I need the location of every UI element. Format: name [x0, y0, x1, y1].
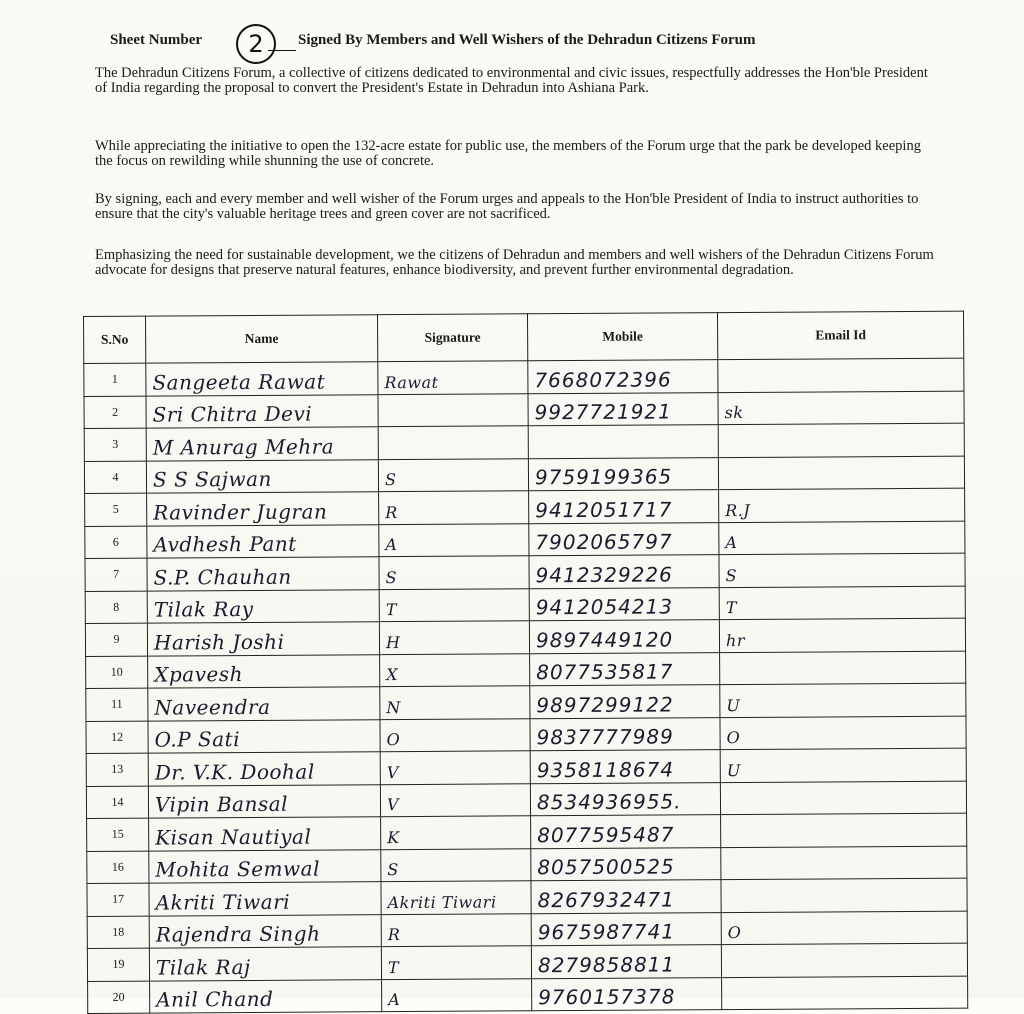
row-sno: 12	[86, 721, 148, 754]
row-mobile: 9412054213	[535, 594, 674, 620]
row-mobile-cell	[528, 360, 718, 394]
row-signature-cell	[378, 426, 528, 459]
row-sno: 3	[84, 428, 146, 461]
row-sno: 9	[85, 623, 147, 656]
col-name-header: Name	[146, 315, 378, 363]
row-email-cell	[719, 586, 965, 620]
row-mobile-cell	[530, 685, 720, 719]
row-email-cell	[720, 781, 966, 815]
row-signature: T	[385, 600, 398, 620]
row-mobile: 7668072396	[534, 366, 672, 392]
row-mobile-cell	[531, 912, 721, 946]
table-row	[87, 911, 967, 949]
table-row	[85, 488, 965, 526]
row-signature: K	[387, 827, 400, 847]
row-mobile-cell	[530, 750, 720, 784]
row-mobile: 9760157378	[538, 984, 676, 1010]
row-sno: 11	[86, 688, 148, 721]
row-email: T	[725, 598, 738, 618]
table-row	[86, 716, 966, 754]
row-email-cell	[721, 943, 967, 977]
row-name: Dr. V.K. Doohal	[154, 759, 315, 785]
row-mobile: 9897299122	[536, 691, 674, 717]
row-name: Anil Chand	[156, 986, 274, 1012]
row-signature-cell	[381, 946, 531, 979]
sheet-number-label: Sheet Number	[110, 32, 203, 48]
row-signature: N	[386, 697, 401, 717]
appeal-paragraph: By signing, each and every member and well wisher of the Forum urges and appeals to the Hon'ble President of India to instruct authorities to ensure that the city's valuable heritage trees and green cover are not sacrificed.	[95, 191, 919, 222]
row-name: Avdhesh Pant	[153, 531, 297, 557]
row-mobile-cell	[532, 977, 722, 1011]
sheet-title: Signed By Members and Well Wishers of the Dehradun Citizens Forum	[298, 32, 756, 48]
row-mobile-cell	[531, 847, 721, 881]
row-name-cell	[148, 719, 380, 753]
row-email: U	[726, 695, 741, 715]
row-sno: 13	[86, 753, 148, 786]
row-email-cell	[719, 488, 965, 522]
table-row	[86, 748, 966, 786]
row-signature: Akriti Tiwari	[387, 891, 497, 912]
row-name-cell	[149, 947, 381, 981]
row-signature-cell	[379, 621, 529, 654]
row-signature: S	[384, 470, 397, 490]
row-name: Tilak Ray	[153, 596, 254, 622]
row-name-cell	[146, 427, 378, 461]
row-sno: 17	[87, 883, 149, 916]
row-email: hr	[725, 630, 746, 650]
row-mobile: 9412329226	[535, 561, 673, 587]
row-mobile: 8279858811	[537, 951, 676, 977]
row-mobile-cell	[528, 425, 718, 459]
row-email-cell	[718, 456, 964, 490]
row-sno: 16	[87, 851, 149, 884]
row-mobile-cell	[528, 392, 718, 426]
col-email-header: Email Id	[717, 311, 963, 360]
row-email: R.J	[725, 500, 751, 520]
table-row	[85, 586, 965, 624]
row-email-cell	[719, 553, 965, 587]
sheet-header	[108, 24, 928, 58]
row-name-cell	[146, 459, 378, 493]
row-name: Naveendra	[154, 694, 271, 720]
row-sno: 1	[84, 363, 146, 396]
row-signature-cell	[378, 458, 528, 491]
row-name-cell	[148, 784, 380, 818]
row-email-cell	[718, 358, 964, 392]
row-email: sk	[724, 402, 744, 423]
row-sno: 18	[87, 916, 149, 949]
row-email-cell	[718, 423, 964, 457]
row-email-cell	[720, 716, 966, 750]
row-signature-cell	[378, 361, 528, 394]
row-mobile-cell	[531, 815, 721, 849]
row-mobile: 8077595487	[537, 821, 675, 847]
col-signature-header: Signature	[377, 314, 527, 362]
row-mobile: 9412051717	[535, 496, 673, 522]
row-signature: Rawat	[384, 372, 439, 392]
row-signature-cell	[379, 556, 529, 589]
row-name: Ravinder Jugran	[153, 499, 328, 525]
row-email-cell	[722, 976, 968, 1010]
row-name-cell	[149, 817, 381, 851]
row-mobile: 8077535817	[536, 659, 674, 685]
row-name-cell	[147, 492, 379, 526]
row-mobile: 9675987741	[537, 919, 676, 945]
row-sno: 20	[88, 981, 150, 1014]
row-signature-cell	[380, 751, 530, 784]
table-row	[88, 976, 968, 1014]
row-signature: O	[386, 730, 401, 750]
row-mobile: 8057500525	[537, 854, 675, 880]
row-name-cell	[149, 849, 381, 883]
row-name-cell	[147, 589, 379, 623]
row-email-cell	[721, 878, 967, 912]
row-mobile-cell	[529, 587, 719, 621]
row-name: O.P Sati	[154, 727, 241, 752]
row-email-cell	[718, 391, 964, 425]
row-name-cell	[146, 362, 378, 396]
row-mobile: 9759199365	[534, 464, 673, 490]
row-mobile-cell	[529, 522, 719, 556]
row-email-cell	[719, 618, 965, 652]
row-email-cell	[721, 846, 967, 880]
table-row	[86, 781, 966, 819]
row-signature: T	[387, 957, 400, 977]
row-mobile: 7902065797	[535, 529, 673, 555]
row-email-cell	[720, 651, 966, 685]
row-email-cell	[721, 813, 967, 847]
row-sno: 4	[84, 461, 146, 494]
table-row	[84, 358, 964, 396]
row-name-cell	[149, 914, 381, 948]
row-signature-cell	[378, 393, 528, 426]
row-signature-cell	[379, 491, 529, 524]
row-name: Sangeeta Rawat	[152, 369, 326, 395]
row-name-cell	[148, 654, 380, 688]
sheet-number-underline	[268, 50, 296, 51]
row-signature-cell	[381, 816, 531, 849]
row-mobile-cell	[529, 555, 719, 589]
table-row	[86, 651, 966, 689]
appreciation-paragraph: While appreciating the initiative to open the 132-acre estate for public use, the members of the Forum urge that the park be developed keeping the focus on rewilding while shunning the use of concrete.	[95, 138, 921, 169]
row-sno: 7	[85, 558, 147, 591]
row-signature-cell	[381, 881, 531, 914]
row-email: U	[726, 760, 741, 780]
row-name-cell	[150, 979, 382, 1013]
row-signature-cell	[380, 653, 530, 686]
row-signature-cell	[380, 718, 530, 751]
col-sno-header: S.No	[84, 316, 146, 363]
row-sno: 5	[85, 493, 147, 526]
row-name: Xpavesh	[154, 662, 244, 687]
row-name: S.P. Chauhan	[153, 564, 292, 590]
row-name-cell	[148, 752, 380, 786]
row-name-cell	[147, 622, 379, 656]
row-sno: 14	[86, 786, 148, 819]
row-sno: 15	[87, 818, 149, 851]
table-row	[85, 521, 965, 559]
row-signature: A	[385, 535, 398, 555]
sustainability-paragraph: Emphasizing the need for sustainable development, we the citizens of Dehradun and members and well wishers of the Dehradun Citizens Forum advocate for designs that preserve natural features, enhance biodiversity, and prevent further environmental degradation.	[95, 247, 934, 278]
row-email: S	[725, 565, 738, 585]
table-row	[85, 553, 965, 591]
table-row	[84, 423, 964, 461]
row-mobile: 9358118674	[536, 756, 675, 782]
row-name-cell	[147, 524, 379, 558]
row-signature: R	[385, 502, 398, 522]
row-name: Rajendra Singh	[155, 921, 321, 947]
sheet-number: 2	[236, 24, 276, 64]
row-name-cell	[149, 882, 381, 916]
row-mobile: 9927721921	[534, 399, 672, 425]
row-email-cell	[720, 683, 966, 717]
row-signature: H	[385, 632, 401, 652]
row-name: Mohita Semwal	[155, 856, 321, 882]
row-signature-cell	[381, 848, 531, 881]
row-name: Tilak Raj	[155, 954, 251, 980]
row-signature-cell	[382, 978, 532, 1011]
row-name: Kisan Nautiyal	[155, 824, 312, 850]
table-row	[87, 943, 967, 981]
row-name-cell	[146, 394, 378, 428]
signature-rows	[84, 358, 968, 1013]
table-row	[87, 846, 967, 884]
row-mobile-cell	[529, 490, 719, 524]
row-signature-cell	[380, 686, 530, 719]
table-row	[86, 683, 966, 721]
row-name-cell	[148, 687, 380, 721]
row-sno: 19	[87, 948, 149, 981]
row-mobile: 9837777989	[536, 724, 674, 750]
row-sno: 10	[86, 656, 148, 689]
row-signature: A	[388, 990, 401, 1010]
row-mobile-cell	[528, 457, 718, 491]
col-mobile-header: Mobile	[527, 313, 717, 361]
row-signature-cell	[380, 783, 530, 816]
table-row	[84, 456, 964, 494]
intro-paragraph: The Dehradun Citizens Forum, a collective of citizens dedicated to environmental and civic issues, respectfully addresses the Hon'ble President of India regarding the proposal to convert the President's Estate in Dehradun into Ashiana Park.	[95, 65, 928, 96]
row-mobile: 9897449120	[535, 626, 674, 652]
row-mobile: 8267932471	[537, 886, 675, 912]
row-signature: X	[386, 665, 399, 685]
row-sno: 8	[85, 591, 147, 624]
row-signature: R	[387, 925, 401, 945]
row-sno: 2	[84, 396, 146, 429]
row-email: O	[727, 922, 742, 943]
row-email-cell	[719, 521, 965, 555]
row-name: Vipin Bansal	[154, 791, 289, 817]
row-mobile-cell	[531, 945, 721, 979]
table-row	[84, 391, 964, 429]
row-name: Harish Joshi	[153, 629, 285, 655]
row-mobile-cell	[530, 782, 720, 816]
row-mobile-cell	[531, 880, 721, 914]
row-signature: V	[386, 795, 400, 815]
row-mobile: 8534936955.	[536, 789, 682, 815]
row-email-cell	[720, 748, 966, 782]
row-signature: S	[385, 567, 398, 587]
row-mobile-cell	[529, 620, 719, 654]
row-name-cell	[147, 557, 379, 591]
row-mobile-cell	[530, 652, 720, 686]
row-email: A	[725, 533, 738, 553]
row-name: Akriti Tiwari	[155, 889, 291, 915]
table-header-row	[84, 311, 964, 363]
row-sno: 6	[85, 526, 147, 559]
table-row	[87, 813, 967, 851]
row-email: O	[726, 727, 741, 748]
row-email-cell	[721, 911, 967, 945]
row-signature: S	[387, 860, 399, 880]
row-name: S S Sajwan	[152, 466, 272, 492]
row-name: M Anurag Mehra	[152, 433, 335, 460]
row-signature-cell	[381, 913, 531, 946]
row-name: Sri Chitra Devi	[152, 401, 313, 427]
row-mobile-cell	[530, 717, 720, 751]
row-signature: V	[386, 762, 399, 782]
signature-table	[83, 311, 968, 1014]
table-row	[87, 878, 967, 916]
row-signature-cell	[379, 588, 529, 621]
row-signature-cell	[379, 523, 529, 556]
table-row	[85, 618, 965, 656]
